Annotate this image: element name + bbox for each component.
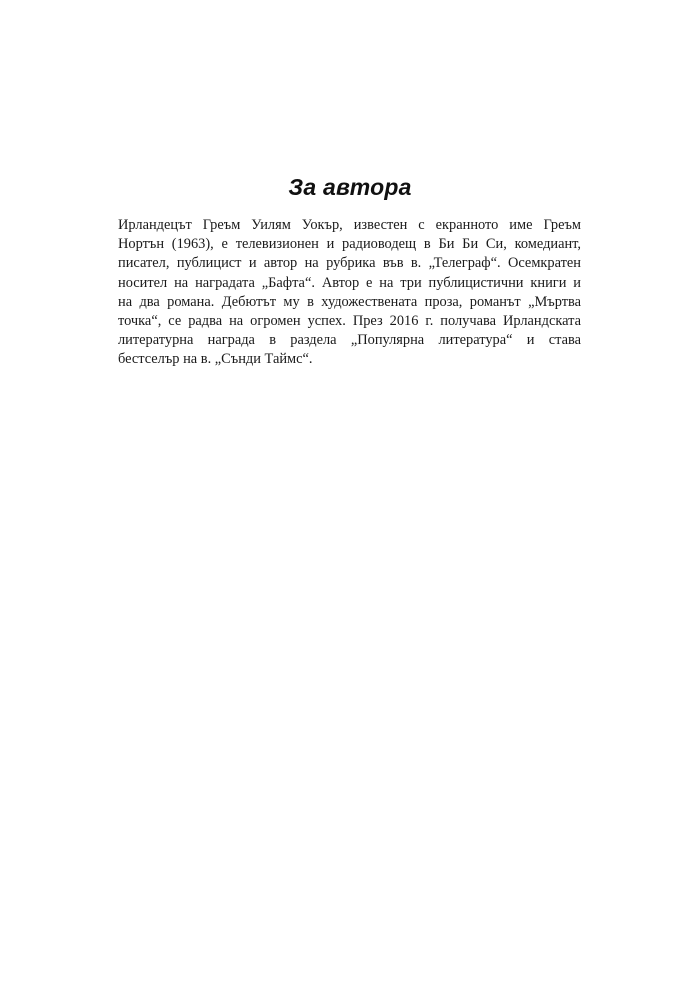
bio-line: носител на наградата „Бафта“. Автор е на три публицистични книги и	[118, 274, 581, 291]
bio-line: писател, публицист и автор на рубрика във в. „Телеграф“. Осемкратен	[118, 255, 581, 272]
bio-line: Нортън (1963), е телевизионен и радиоводещ в Би Би Си, комедиант,	[118, 236, 581, 253]
author-bio	[118, 216, 581, 370]
bio-line: точка“, се радва на огромен успех. През 2016 г. получава Ирландската	[118, 312, 581, 329]
bio-line: литературна награда в раздела „Популярна литература“ и става	[118, 332, 581, 349]
bio-line: на два романа. Дебютът му в художествената проза, романът „Мъртва	[118, 293, 581, 310]
bio-line: Ирландецът Греъм Уилям Уокър, известен с екранното име Греъм	[118, 217, 581, 233]
bio-line: бестселър на в. „Сънди Таймс“.	[118, 351, 313, 368]
page-title: За автора	[288, 174, 412, 200]
